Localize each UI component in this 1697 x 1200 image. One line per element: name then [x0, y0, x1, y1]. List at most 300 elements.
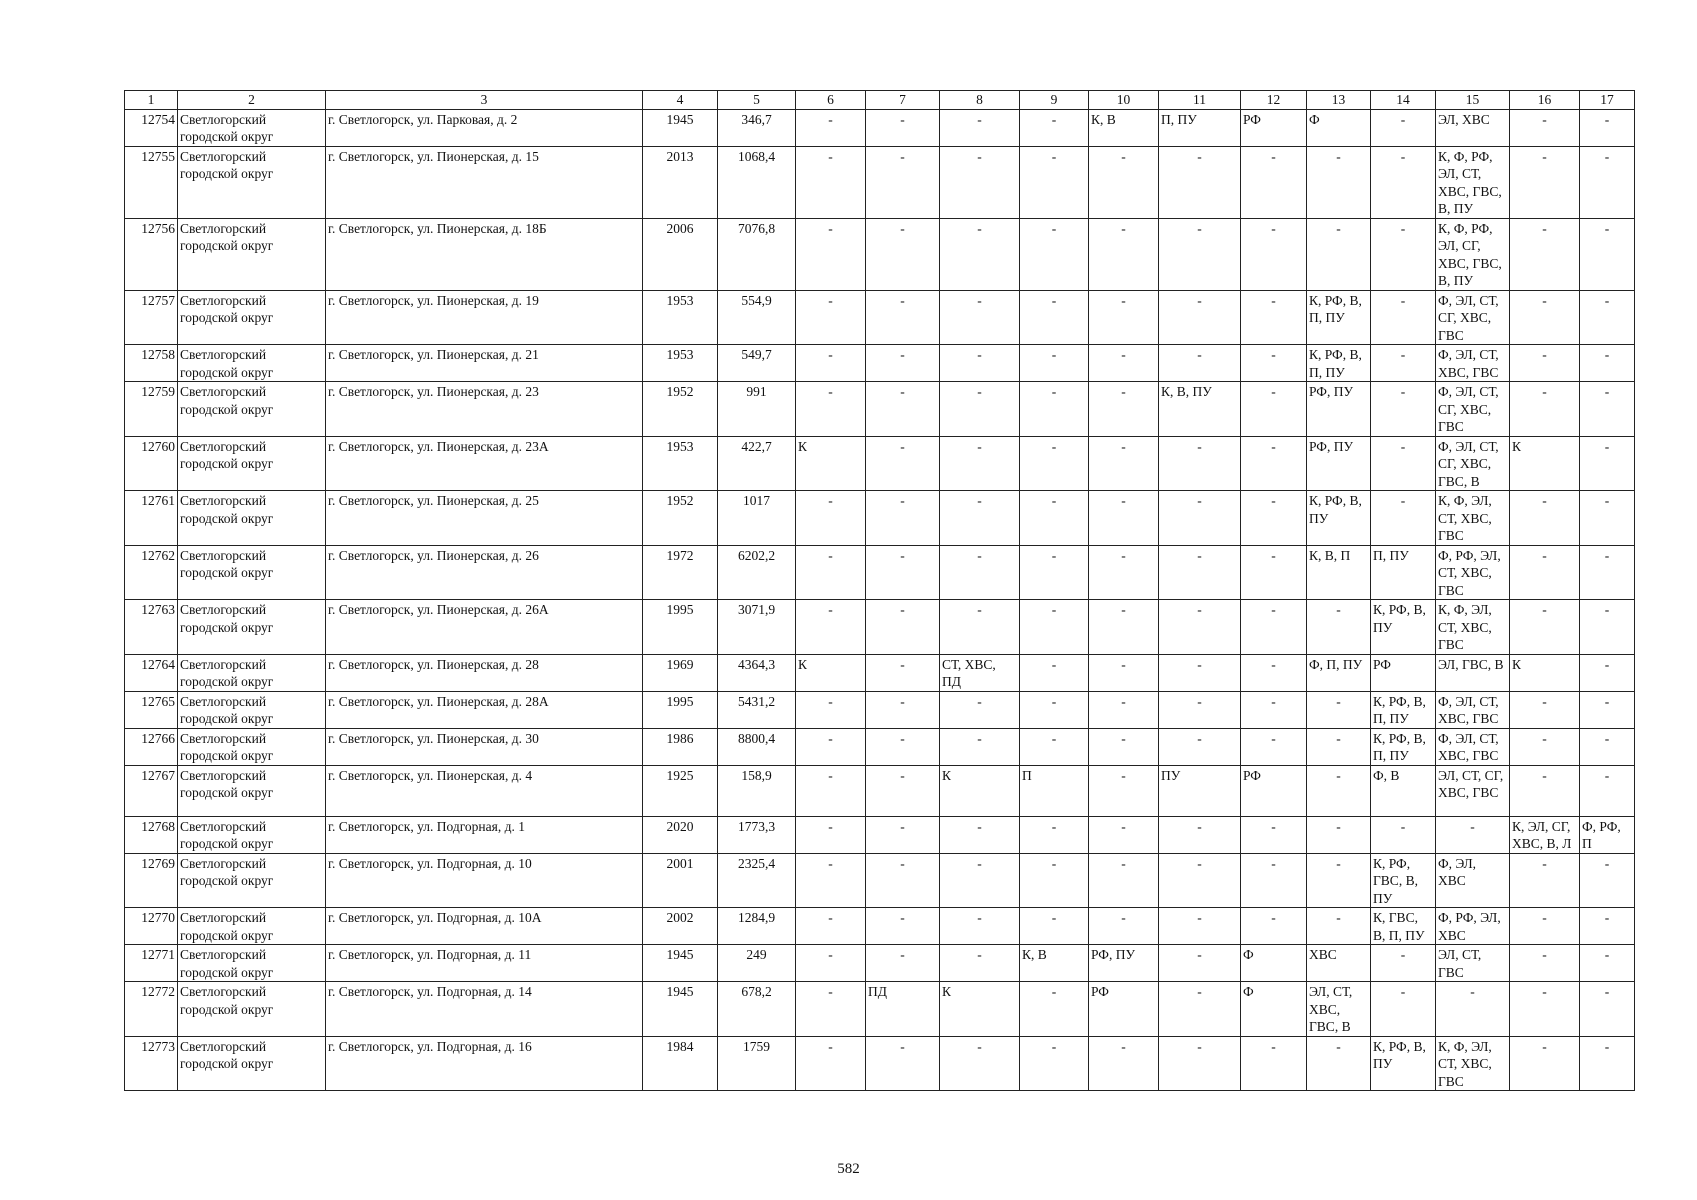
col-6-cell: - — [796, 290, 866, 345]
col-year-built-cell: 1995 — [643, 691, 718, 728]
col-11-cell: - — [1159, 945, 1241, 982]
col-6-cell: - — [796, 382, 866, 437]
col-10-cell: - — [1089, 728, 1159, 765]
col-area-cell: 346,7 — [718, 109, 796, 146]
col-14-cell: К, РФ, В, П, ПУ — [1371, 691, 1436, 728]
column-header-5: 5 — [718, 91, 796, 110]
col-7-cell: - — [866, 491, 940, 546]
col-14-cell: К, РФ, В, ПУ — [1371, 1036, 1436, 1091]
col-14-cell: К, РФ, В, П, ПУ — [1371, 728, 1436, 765]
col-7-cell: - — [866, 290, 940, 345]
col-13-cell: - — [1307, 1036, 1371, 1091]
col-11-cell: - — [1159, 545, 1241, 600]
col-9-cell: - — [1020, 982, 1089, 1037]
col-8-cell: - — [940, 218, 1020, 290]
col-9-cell: - — [1020, 816, 1089, 853]
col-10-cell: - — [1089, 765, 1159, 816]
col-15-cell: Ф, ЭЛ, СТ, ХВС, ГВС — [1436, 345, 1510, 382]
column-header-15: 15 — [1436, 91, 1510, 110]
col-17-cell: - — [1580, 491, 1635, 546]
table-row — [125, 691, 1635, 728]
col-record-number-cell: 12767 — [125, 765, 178, 816]
col-17-cell: - — [1580, 654, 1635, 691]
col-8-cell: - — [940, 728, 1020, 765]
col-area-cell: 249 — [718, 945, 796, 982]
table-row — [125, 290, 1635, 345]
col-12-cell: - — [1241, 345, 1307, 382]
col-6-cell: - — [796, 765, 866, 816]
column-header-4: 4 — [643, 91, 718, 110]
col-10-cell: РФ — [1089, 982, 1159, 1037]
col-16-cell: К, ЭЛ, СГ, ХВС, В, Л — [1510, 816, 1580, 853]
col-10-cell: - — [1089, 600, 1159, 655]
col-17-cell: - — [1580, 545, 1635, 600]
table-row — [125, 382, 1635, 437]
col-15-cell: - — [1436, 816, 1510, 853]
col-record-number-cell: 12754 — [125, 109, 178, 146]
col-record-number-cell: 12757 — [125, 290, 178, 345]
column-header-17: 17 — [1580, 91, 1635, 110]
col-municipality-cell: Светлогорский городской округ — [178, 728, 326, 765]
col-13-cell: Ф, П, ПУ — [1307, 654, 1371, 691]
col-12-cell: РФ — [1241, 109, 1307, 146]
table-row — [125, 945, 1635, 982]
col-year-built-cell: 1945 — [643, 982, 718, 1037]
col-year-built-cell: 2020 — [643, 816, 718, 853]
col-year-built-cell: 1986 — [643, 728, 718, 765]
col-area-cell: 8800,4 — [718, 728, 796, 765]
col-record-number-cell: 12762 — [125, 545, 178, 600]
col-17-cell: - — [1580, 908, 1635, 945]
col-year-built-cell: 1972 — [643, 545, 718, 600]
col-year-built-cell: 1953 — [643, 436, 718, 491]
col-16-cell: - — [1510, 1036, 1580, 1091]
col-6-cell: - — [796, 218, 866, 290]
col-12-cell: - — [1241, 600, 1307, 655]
col-11-cell: - — [1159, 853, 1241, 908]
col-16-cell: - — [1510, 290, 1580, 345]
col-municipality-cell: Светлогорский городской округ — [178, 691, 326, 728]
column-header-6: 6 — [796, 91, 866, 110]
col-12-cell: - — [1241, 691, 1307, 728]
col-record-number-cell: 12758 — [125, 345, 178, 382]
col-17-cell: - — [1580, 765, 1635, 816]
col-7-cell: - — [866, 1036, 940, 1091]
col-14-cell: К, ГВС, В, П, ПУ — [1371, 908, 1436, 945]
col-6-cell: - — [796, 945, 866, 982]
col-year-built-cell: 1953 — [643, 290, 718, 345]
col-area-cell: 2325,4 — [718, 853, 796, 908]
col-11-cell: - — [1159, 600, 1241, 655]
col-15-cell: Ф, ЭЛ, СТ, ХВС, ГВС — [1436, 691, 1510, 728]
col-municipality-cell: Светлогорский городской округ — [178, 491, 326, 546]
col-17-cell: - — [1580, 146, 1635, 218]
col-15-cell: К, Ф, ЭЛ, СТ, ХВС, ГВС — [1436, 600, 1510, 655]
col-16-cell: - — [1510, 765, 1580, 816]
col-11-cell: К, В, ПУ — [1159, 382, 1241, 437]
col-10-cell: - — [1089, 908, 1159, 945]
col-year-built-cell: 2013 — [643, 146, 718, 218]
col-8-cell: - — [940, 345, 1020, 382]
col-year-built-cell: 2002 — [643, 908, 718, 945]
table-row — [125, 982, 1635, 1037]
col-13-cell: К, РФ, В, П, ПУ — [1307, 290, 1371, 345]
col-6-cell: - — [796, 146, 866, 218]
col-13-cell: - — [1307, 728, 1371, 765]
col-9-cell: - — [1020, 545, 1089, 600]
col-13-cell: К, В, П — [1307, 545, 1371, 600]
col-17-cell: - — [1580, 982, 1635, 1037]
col-16-cell: - — [1510, 545, 1580, 600]
col-8-cell: - — [940, 908, 1020, 945]
col-17-cell: - — [1580, 691, 1635, 728]
col-8-cell: - — [940, 600, 1020, 655]
col-6-cell: - — [796, 691, 866, 728]
col-area-cell: 5431,2 — [718, 691, 796, 728]
col-address-cell: г. Светлогорск, ул. Парковая, д. 2 — [326, 109, 643, 146]
col-16-cell: - — [1510, 345, 1580, 382]
col-12-cell: РФ — [1241, 765, 1307, 816]
col-7-cell: - — [866, 728, 940, 765]
col-9-cell: - — [1020, 853, 1089, 908]
col-14-cell: - — [1371, 109, 1436, 146]
col-municipality-cell: Светлогорский городской округ — [178, 654, 326, 691]
col-9-cell: - — [1020, 436, 1089, 491]
col-17-cell: - — [1580, 600, 1635, 655]
col-11-cell: - — [1159, 816, 1241, 853]
col-municipality-cell: Светлогорский городской округ — [178, 982, 326, 1037]
table-row — [125, 728, 1635, 765]
col-address-cell: г. Светлогорск, ул. Пионерская, д. 4 — [326, 765, 643, 816]
col-15-cell: ЭЛ, СТ, СГ, ХВС, ГВС — [1436, 765, 1510, 816]
col-municipality-cell: Светлогорский городской округ — [178, 816, 326, 853]
col-16-cell: - — [1510, 853, 1580, 908]
col-address-cell: г. Светлогорск, ул. Пионерская, д. 15 — [326, 146, 643, 218]
col-area-cell: 422,7 — [718, 436, 796, 491]
col-10-cell: - — [1089, 146, 1159, 218]
table-row — [125, 109, 1635, 146]
col-13-cell: - — [1307, 816, 1371, 853]
col-14-cell: - — [1371, 382, 1436, 437]
col-7-cell: - — [866, 945, 940, 982]
housing-register-table — [124, 90, 1635, 1091]
col-record-number-cell: 12759 — [125, 382, 178, 437]
col-11-cell: - — [1159, 1036, 1241, 1091]
col-15-cell: - — [1436, 982, 1510, 1037]
col-15-cell: Ф, РФ, ЭЛ, СТ, ХВС, ГВС — [1436, 545, 1510, 600]
column-header-1: 1 — [125, 91, 178, 110]
col-14-cell: РФ — [1371, 654, 1436, 691]
column-header-8: 8 — [940, 91, 1020, 110]
table-body — [125, 109, 1635, 1091]
col-11-cell: П, ПУ — [1159, 109, 1241, 146]
col-6-cell: - — [796, 545, 866, 600]
col-15-cell: Ф, ЭЛ, СТ, СГ, ХВС, ГВС — [1436, 290, 1510, 345]
col-10-cell: - — [1089, 436, 1159, 491]
col-9-cell: - — [1020, 109, 1089, 146]
col-year-built-cell: 1925 — [643, 765, 718, 816]
col-municipality-cell: Светлогорский городской округ — [178, 436, 326, 491]
col-municipality-cell: Светлогорский городской округ — [178, 908, 326, 945]
col-17-cell: - — [1580, 436, 1635, 491]
col-6-cell: - — [796, 491, 866, 546]
col-8-cell: К — [940, 982, 1020, 1037]
col-13-cell: - — [1307, 691, 1371, 728]
col-12-cell: - — [1241, 654, 1307, 691]
col-16-cell: - — [1510, 146, 1580, 218]
col-address-cell: г. Светлогорск, ул. Пионерская, д. 26 — [326, 545, 643, 600]
column-header-13: 13 — [1307, 91, 1371, 110]
col-7-cell: - — [866, 382, 940, 437]
col-16-cell: - — [1510, 908, 1580, 945]
col-record-number-cell: 12761 — [125, 491, 178, 546]
col-area-cell: 554,9 — [718, 290, 796, 345]
col-6-cell: - — [796, 345, 866, 382]
col-area-cell: 6202,2 — [718, 545, 796, 600]
col-12-cell: Ф — [1241, 982, 1307, 1037]
col-10-cell: - — [1089, 1036, 1159, 1091]
col-11-cell: - — [1159, 728, 1241, 765]
col-13-cell: РФ, ПУ — [1307, 382, 1371, 437]
col-municipality-cell: Светлогорский городской округ — [178, 146, 326, 218]
table-row — [125, 345, 1635, 382]
col-record-number-cell: 12773 — [125, 1036, 178, 1091]
col-16-cell: К — [1510, 654, 1580, 691]
col-9-cell: - — [1020, 728, 1089, 765]
col-address-cell: г. Светлогорск, ул. Пионерская, д. 25 — [326, 491, 643, 546]
col-record-number-cell: 12755 — [125, 146, 178, 218]
col-11-cell: ПУ — [1159, 765, 1241, 816]
table-row — [125, 545, 1635, 600]
col-10-cell: - — [1089, 491, 1159, 546]
col-6-cell: - — [796, 982, 866, 1037]
col-17-cell: - — [1580, 728, 1635, 765]
col-address-cell: г. Светлогорск, ул. Пионерская, д. 21 — [326, 345, 643, 382]
col-municipality-cell: Светлогорский городской округ — [178, 290, 326, 345]
col-8-cell: - — [940, 382, 1020, 437]
col-8-cell: СТ, ХВС, ПД — [940, 654, 1020, 691]
column-header-3: 3 — [326, 91, 643, 110]
col-record-number-cell: 12768 — [125, 816, 178, 853]
col-13-cell: - — [1307, 600, 1371, 655]
col-municipality-cell: Светлогорский городской округ — [178, 218, 326, 290]
col-12-cell: - — [1241, 816, 1307, 853]
col-12-cell: - — [1241, 382, 1307, 437]
col-12-cell: - — [1241, 436, 1307, 491]
table-row — [125, 491, 1635, 546]
col-6-cell: - — [796, 816, 866, 853]
col-12-cell: - — [1241, 545, 1307, 600]
col-13-cell: ЭЛ, СТ, ХВС, ГВС, В — [1307, 982, 1371, 1037]
col-8-cell: - — [940, 1036, 1020, 1091]
col-municipality-cell: Светлогорский городской округ — [178, 382, 326, 437]
col-12-cell: - — [1241, 491, 1307, 546]
col-9-cell: - — [1020, 691, 1089, 728]
col-record-number-cell: 12764 — [125, 654, 178, 691]
col-11-cell: - — [1159, 345, 1241, 382]
col-address-cell: г. Светлогорск, ул. Подгорная, д. 10 — [326, 853, 643, 908]
col-year-built-cell: 1995 — [643, 600, 718, 655]
col-record-number-cell: 12766 — [125, 728, 178, 765]
col-17-cell: - — [1580, 1036, 1635, 1091]
column-header-9: 9 — [1020, 91, 1089, 110]
col-14-cell: К, РФ, ГВС, В, ПУ — [1371, 853, 1436, 908]
col-16-cell: - — [1510, 982, 1580, 1037]
col-13-cell: - — [1307, 146, 1371, 218]
col-14-cell: - — [1371, 982, 1436, 1037]
col-9-cell: - — [1020, 600, 1089, 655]
col-15-cell: Ф, ЭЛ, СТ, ХВС, ГВС — [1436, 728, 1510, 765]
column-header-7: 7 — [866, 91, 940, 110]
col-15-cell: К, Ф, РФ, ЭЛ, СГ, ХВС, ГВС, В, ПУ — [1436, 218, 1510, 290]
col-10-cell: РФ, ПУ — [1089, 945, 1159, 982]
col-address-cell: г. Светлогорск, ул. Подгорная, д. 10А — [326, 908, 643, 945]
col-address-cell: г. Светлогорск, ул. Пионерская, д. 19 — [326, 290, 643, 345]
col-address-cell: г. Светлогорск, ул. Подгорная, д. 1 — [326, 816, 643, 853]
col-8-cell: - — [940, 146, 1020, 218]
col-16-cell: - — [1510, 728, 1580, 765]
col-8-cell: К — [940, 765, 1020, 816]
col-year-built-cell: 1953 — [643, 345, 718, 382]
col-record-number-cell: 12765 — [125, 691, 178, 728]
col-record-number-cell: 12769 — [125, 853, 178, 908]
col-7-cell: - — [866, 765, 940, 816]
col-area-cell: 1284,9 — [718, 908, 796, 945]
col-9-cell: - — [1020, 146, 1089, 218]
column-header-10: 10 — [1089, 91, 1159, 110]
col-13-cell: - — [1307, 218, 1371, 290]
col-8-cell: - — [940, 290, 1020, 345]
col-11-cell: - — [1159, 436, 1241, 491]
col-area-cell: 4364,3 — [718, 654, 796, 691]
col-6-cell: - — [796, 109, 866, 146]
col-17-cell: - — [1580, 345, 1635, 382]
column-header-12: 12 — [1241, 91, 1307, 110]
col-16-cell: - — [1510, 218, 1580, 290]
col-13-cell: К, РФ, В, П, ПУ — [1307, 345, 1371, 382]
col-municipality-cell: Светлогорский городской округ — [178, 109, 326, 146]
col-6-cell: К — [796, 654, 866, 691]
col-9-cell: - — [1020, 1036, 1089, 1091]
col-area-cell: 549,7 — [718, 345, 796, 382]
col-11-cell: - — [1159, 982, 1241, 1037]
col-10-cell: - — [1089, 816, 1159, 853]
col-9-cell: К, В — [1020, 945, 1089, 982]
col-8-cell: - — [940, 109, 1020, 146]
col-municipality-cell: Светлогорский городской округ — [178, 345, 326, 382]
col-year-built-cell: 1945 — [643, 945, 718, 982]
col-7-cell: - — [866, 345, 940, 382]
col-address-cell: г. Светлогорск, ул. Подгорная, д. 16 — [326, 1036, 643, 1091]
col-15-cell: ЭЛ, ГВС, В — [1436, 654, 1510, 691]
col-11-cell: - — [1159, 290, 1241, 345]
table-row — [125, 765, 1635, 816]
col-7-cell: - — [866, 218, 940, 290]
col-16-cell: - — [1510, 600, 1580, 655]
col-14-cell: П, ПУ — [1371, 545, 1436, 600]
col-7-cell: - — [866, 816, 940, 853]
col-8-cell: - — [940, 816, 1020, 853]
col-area-cell: 678,2 — [718, 982, 796, 1037]
table-row — [125, 436, 1635, 491]
col-6-cell: - — [796, 728, 866, 765]
col-address-cell: г. Светлогорск, ул. Пионерская, д. 18Б — [326, 218, 643, 290]
col-7-cell: - — [866, 853, 940, 908]
col-14-cell: - — [1371, 290, 1436, 345]
col-14-cell: - — [1371, 146, 1436, 218]
column-header-16: 16 — [1510, 91, 1580, 110]
col-17-cell: - — [1580, 109, 1635, 146]
col-address-cell: г. Светлогорск, ул. Подгорная, д. 11 — [326, 945, 643, 982]
col-municipality-cell: Светлогорский городской округ — [178, 545, 326, 600]
col-14-cell: - — [1371, 218, 1436, 290]
page-number: 582 — [837, 1161, 860, 1177]
col-14-cell: Ф, В — [1371, 765, 1436, 816]
col-13-cell: - — [1307, 853, 1371, 908]
col-6-cell: - — [796, 600, 866, 655]
col-municipality-cell: Светлогорский городской округ — [178, 765, 326, 816]
col-9-cell: - — [1020, 908, 1089, 945]
col-16-cell: - — [1510, 491, 1580, 546]
col-record-number-cell: 12771 — [125, 945, 178, 982]
col-11-cell: - — [1159, 691, 1241, 728]
col-12-cell: - — [1241, 853, 1307, 908]
col-7-cell: - — [866, 654, 940, 691]
col-area-cell: 1017 — [718, 491, 796, 546]
column-header-11: 11 — [1159, 91, 1241, 110]
col-record-number-cell: 12770 — [125, 908, 178, 945]
col-16-cell: - — [1510, 109, 1580, 146]
col-7-cell: - — [866, 146, 940, 218]
col-12-cell: - — [1241, 908, 1307, 945]
col-10-cell: К, В — [1089, 109, 1159, 146]
col-10-cell: - — [1089, 853, 1159, 908]
table-row — [125, 816, 1635, 853]
col-9-cell: - — [1020, 218, 1089, 290]
table-row — [125, 654, 1635, 691]
col-12-cell: - — [1241, 290, 1307, 345]
col-17-cell: - — [1580, 945, 1635, 982]
col-13-cell: ХВС — [1307, 945, 1371, 982]
col-9-cell: - — [1020, 382, 1089, 437]
col-11-cell: - — [1159, 491, 1241, 546]
col-6-cell: - — [796, 853, 866, 908]
col-12-cell: - — [1241, 146, 1307, 218]
col-15-cell: К, Ф, ЭЛ, СТ, ХВС, ГВС — [1436, 1036, 1510, 1091]
col-10-cell: - — [1089, 382, 1159, 437]
col-14-cell: - — [1371, 345, 1436, 382]
table-row — [125, 1036, 1635, 1091]
col-11-cell: - — [1159, 654, 1241, 691]
column-header-14: 14 — [1371, 91, 1436, 110]
col-6-cell: К — [796, 436, 866, 491]
col-11-cell: - — [1159, 146, 1241, 218]
col-7-cell: - — [866, 109, 940, 146]
col-14-cell: - — [1371, 945, 1436, 982]
col-address-cell: г. Светлогорск, ул. Пионерская, д. 23А — [326, 436, 643, 491]
col-municipality-cell: Светлогорский городской округ — [178, 600, 326, 655]
col-10-cell: - — [1089, 691, 1159, 728]
col-area-cell: 3071,9 — [718, 600, 796, 655]
col-15-cell: Ф, РФ, ЭЛ, ХВС — [1436, 908, 1510, 945]
col-7-cell: - — [866, 545, 940, 600]
col-record-number-cell: 12756 — [125, 218, 178, 290]
col-16-cell: - — [1510, 945, 1580, 982]
col-year-built-cell: 1969 — [643, 654, 718, 691]
col-11-cell: - — [1159, 908, 1241, 945]
col-6-cell: - — [796, 908, 866, 945]
col-record-number-cell: 12763 — [125, 600, 178, 655]
